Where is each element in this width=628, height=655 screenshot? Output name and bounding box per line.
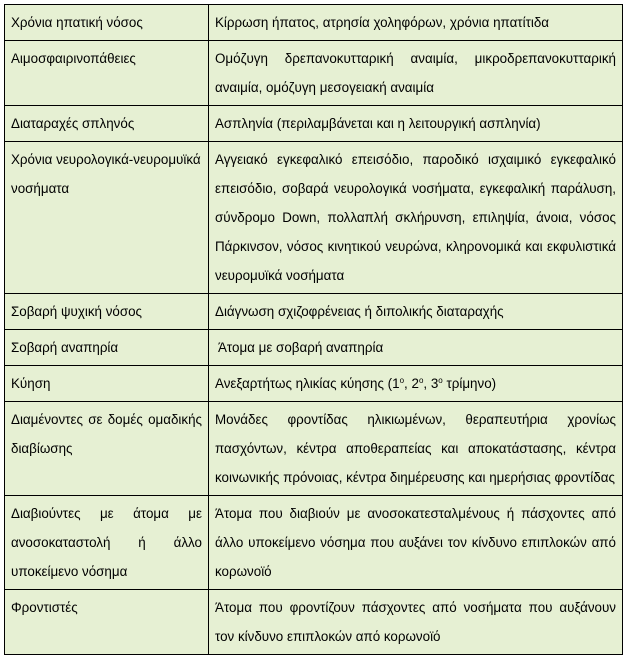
conditions-cell: Μονάδες φροντίδας ηλικιωμένων, θεραπευτήρια χρονίως πασχόντων, κέντρα αποθεραπείας και αποκατάστασης, κέντρα κοινωνικής πρόνοιας, κέντρα διημέρευσης και ημερήσιας φροντίδας <box>209 402 623 496</box>
group-cell: Χρόνια νευρολογικά-νευρομυϊκά νοσήματα <box>5 142 209 294</box>
table-row <box>5 106 623 142</box>
conditions-text-sep: , 2 <box>404 376 419 391</box>
table-row <box>5 294 623 330</box>
conditions-text-sep: , 3 <box>423 376 439 391</box>
conditions-cell: Ασπληνία (περιλαμβάνεται και η λειτουργική ασπληνία) <box>209 106 623 142</box>
conditions-cell: Διάγνωση σχιζοφρένειας ή διπολικής διαταραχής <box>209 294 623 330</box>
risk-groups-table <box>4 4 623 655</box>
conditions-cell <box>209 366 623 402</box>
ordinal-superscript: ο <box>438 376 443 385</box>
conditions-cell: Άτομα που διαβιούν με ανοσοκατεσταλμένους ή πάσχοντες από άλλο υποκείμενο νόσημα που αυξάνει τον κίνδυνο επιπλοκών από κορωνοϊό <box>209 496 623 590</box>
conditions-text-suffix: τρίμηνο) <box>442 376 497 391</box>
table-row <box>5 402 623 496</box>
group-cell: Κύηση <box>5 366 209 402</box>
group-cell: Αιμοσφαιρινοπάθειες <box>5 41 209 106</box>
table-row <box>5 142 623 294</box>
group-cell: Χρόνια ηπατική νόσος <box>5 5 209 41</box>
ordinal-superscript: ο <box>418 376 424 385</box>
group-cell: Σοβαρή αναπηρία <box>5 330 209 366</box>
table-row <box>5 5 623 41</box>
table-row <box>5 41 623 106</box>
group-cell: Διαβιούντες με άτομα με ανοσοκαταστολή ή άλλο υποκείμενο νόσημα <box>5 496 209 590</box>
group-cell: Διαμένοντες σε δομές ομαδικής διαβίωσης <box>5 402 209 496</box>
conditions-cell: Κίρρωση ήπατος, ατρησία χοληφόρων, χρόνια ηπατίτιδα <box>209 5 623 41</box>
table-row <box>5 366 623 402</box>
table-row <box>5 590 623 655</box>
group-cell: Διαταραχές σπληνός <box>5 106 209 142</box>
conditions-cell: Άτομα που φροντίζουν πάσχοντες από νοσήματα που αυξάνουν τον κίνδυνο επιπλοκών από κορωνοϊό <box>209 590 623 655</box>
group-cell: Σοβαρή ψυχική νόσος <box>5 294 209 330</box>
table-row <box>5 330 623 366</box>
ordinal-superscript: ο <box>399 376 405 385</box>
conditions-cell: Άτομα με σοβαρή αναπηρία <box>209 330 623 366</box>
table-row <box>5 496 623 590</box>
group-cell: Φροντιστές <box>5 590 209 655</box>
conditions-text-prefix: Ανεξαρτήτως ηλικίας κύησης (1 <box>215 376 400 391</box>
conditions-cell: Ομόζυγη δρεπανοκυτταρική αναιμία, μικροδρεπανοκυτταρική αναιμία, ομόζυγη μεσογειακή αναιμία <box>209 41 623 106</box>
conditions-cell: Αγγειακό εγκεφαλικό επεισόδιο, παροδικό ισχαιμικό εγκεφαλικό επεισόδιο, σοβαρά νευρολογικά νοσήματα, εγκεφαλική παράλυση, σύνδρομο Down, πολλαπλή σκλήρυνση, επιληψία, άνοια, νόσος Πάρκινσον, νόσος κινητικού νευρώνα, κληρονομικά και εκφυλιστικά νευρομυϊκά νοσήματα <box>209 142 623 294</box>
